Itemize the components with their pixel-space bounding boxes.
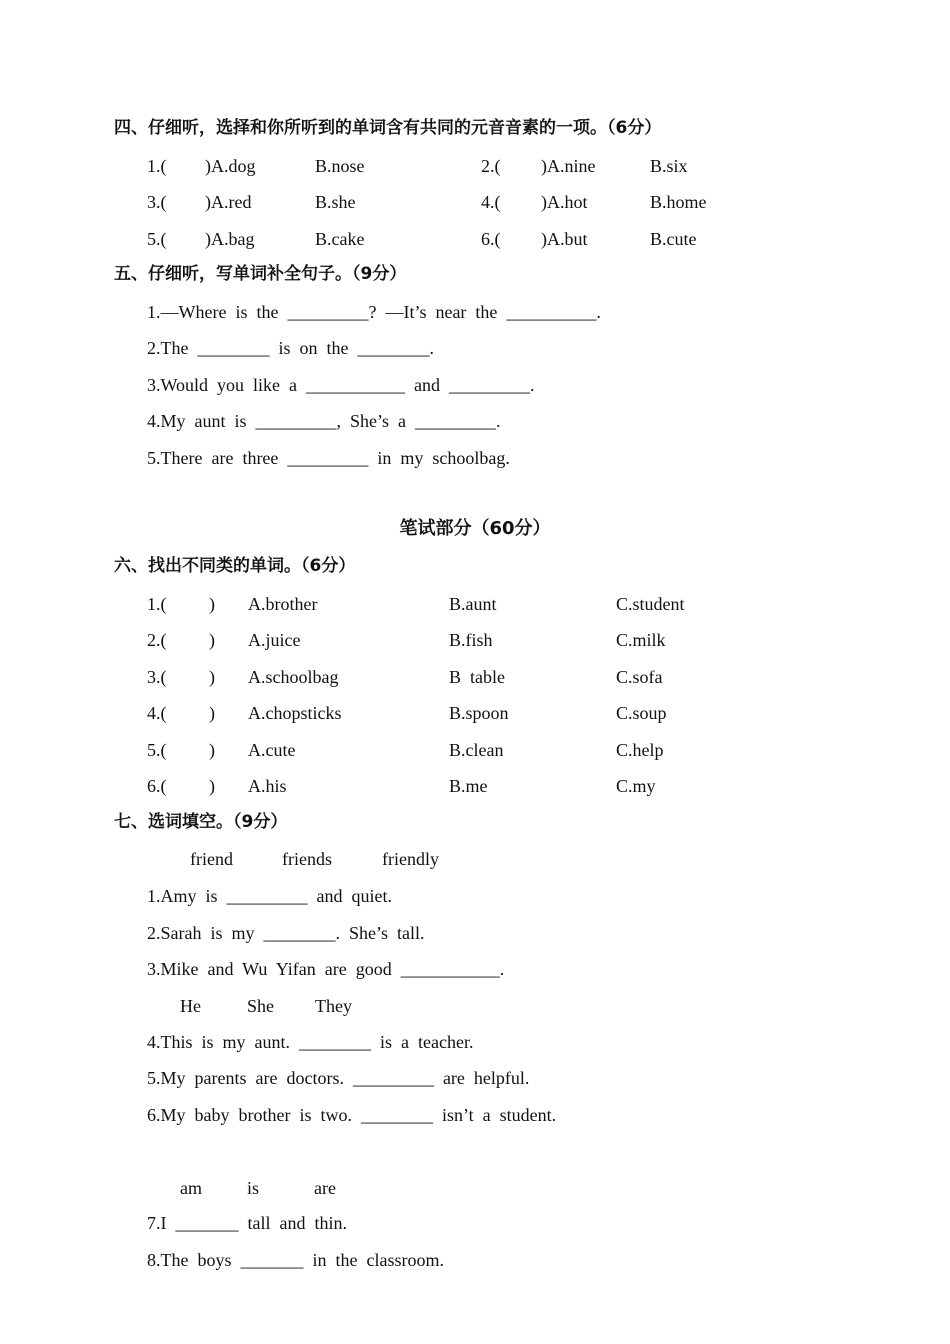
word-bank-3-word-2: is [247, 1178, 260, 1198]
s5-line-1: 1.—Where is the _________? —It’s near the __________. [147, 302, 601, 322]
s4-item-6-option-a: )A.but [541, 229, 588, 249]
s4-item-3-option-a: )A.red [205, 192, 252, 212]
s4-item-1-option-b: B.nose [315, 156, 365, 176]
s7-line-6: 6.My baby brother is two. ________ isn’t a student. [147, 1105, 557, 1125]
s6-item-3-option-a: A.schoolbag [248, 667, 339, 687]
word-bank-2-word-3: They [315, 996, 352, 1016]
section-5-heading: 五、仔细听，写单词补全句子。（9分） [114, 264, 407, 284]
s4-item-5-num: 5.( [147, 229, 167, 249]
s4-item-5-option-b: B.cake [315, 229, 365, 249]
s7-line-8: 8.The boys _______ in the classroom. [147, 1250, 444, 1270]
s6-item-4-close: ) [209, 703, 215, 723]
s6-item-5-option-a: A.cute [248, 740, 296, 760]
s4-item-6-option-b: B.cute [650, 229, 697, 249]
word-bank-2-word-1: He [180, 996, 201, 1016]
word-bank-3-word-3: are [314, 1178, 336, 1198]
word-bank-3-word-1: am [180, 1178, 202, 1198]
s4-item-6-num: 6.( [481, 229, 501, 249]
s4-item-1-num: 1.( [147, 156, 167, 176]
s6-item-2-option-c: C.milk [616, 630, 666, 650]
section-7-heading: 七、选词填空。（9分） [114, 812, 288, 832]
s6-item-3-option-c: C.sofa [616, 667, 663, 687]
s6-item-2-option-a: A.juice [248, 630, 301, 650]
s7-line-1: 1.Amy is _________ and quiet. [147, 886, 392, 906]
s4-item-4-option-a: )A.hot [541, 192, 588, 212]
s6-item-5-option-c: C.help [616, 740, 664, 760]
s6-item-3-close: ) [209, 667, 215, 687]
s6-item-1-num: 1.( [147, 594, 167, 614]
s6-item-4-num: 4.( [147, 703, 167, 723]
s6-item-1-option-b: B.aunt [449, 594, 497, 614]
s6-item-5-num: 5.( [147, 740, 167, 760]
s6-item-2-option-b: B.fish [449, 630, 493, 650]
written-part-title: 笔试部分（60分） [399, 518, 551, 539]
s6-item-5-close: ) [209, 740, 215, 760]
s6-item-1-option-a: A.brother [248, 594, 318, 614]
s6-item-3-num: 3.( [147, 667, 167, 687]
s5-line-3: 3.Would you like a ___________ and _________. [147, 375, 535, 395]
s5-line-4: 4.My aunt is _________, She’s a _________. [147, 411, 501, 431]
s6-item-4-option-a: A.chopsticks [248, 703, 342, 723]
word-bank-2-word-2: She [247, 996, 274, 1016]
s6-item-6-close: ) [209, 776, 215, 796]
word-bank-1-word-2: friends [282, 849, 332, 869]
s7-line-5: 5.My parents are doctors. _________ are helpful. [147, 1068, 530, 1088]
s4-item-2-num: 2.( [481, 156, 501, 176]
word-bank-1-word-1: friend [190, 849, 233, 869]
s6-item-3-option-b: B table [449, 667, 505, 687]
s6-item-2-close: ) [209, 630, 215, 650]
s6-item-6-option-c: C.my [616, 776, 656, 796]
s5-line-5: 5.There are three _________ in my schoolbag. [147, 448, 510, 468]
s6-item-4-option-c: C.soup [616, 703, 667, 723]
word-bank-1-word-3: friendly [382, 849, 439, 869]
s7-line-2: 2.Sarah is my ________. She’s tall. [147, 923, 425, 943]
s5-line-2: 2.The ________ is on the ________. [147, 338, 434, 358]
s4-item-5-option-a: )A.bag [205, 229, 255, 249]
s6-item-5-option-b: B.clean [449, 740, 504, 760]
s6-item-2-num: 2.( [147, 630, 167, 650]
s6-item-1-close: ) [209, 594, 215, 614]
s6-item-6-option-a: A.his [248, 776, 287, 796]
s4-item-2-option-a: )A.nine [541, 156, 596, 176]
s7-line-4: 4.This is my aunt. ________ is a teacher. [147, 1032, 474, 1052]
s4-item-3-option-b: B.she [315, 192, 356, 212]
s6-item-4-option-b: B.spoon [449, 703, 509, 723]
s4-item-3-num: 3.( [147, 192, 167, 212]
s6-item-6-option-b: B.me [449, 776, 488, 796]
s6-item-6-num: 6.( [147, 776, 167, 796]
s7-line-3: 3.Mike and Wu Yifan are good ___________. [147, 959, 505, 979]
s4-item-2-option-b: B.six [650, 156, 688, 176]
section-6-heading: 六、找出不同类的单词。（6分） [114, 556, 356, 576]
section-4-heading: 四、仔细听，选择和你所听到的单词含有共同的元音音素的一项。（6分） [114, 118, 662, 138]
s4-item-1-option-a: )A.dog [205, 156, 256, 176]
s4-item-4-option-b: B.home [650, 192, 707, 212]
s6-item-1-option-c: C.student [616, 594, 685, 614]
s4-item-4-num: 4.( [481, 192, 501, 212]
s7-line-7: 7.I _______ tall and thin. [147, 1213, 347, 1233]
